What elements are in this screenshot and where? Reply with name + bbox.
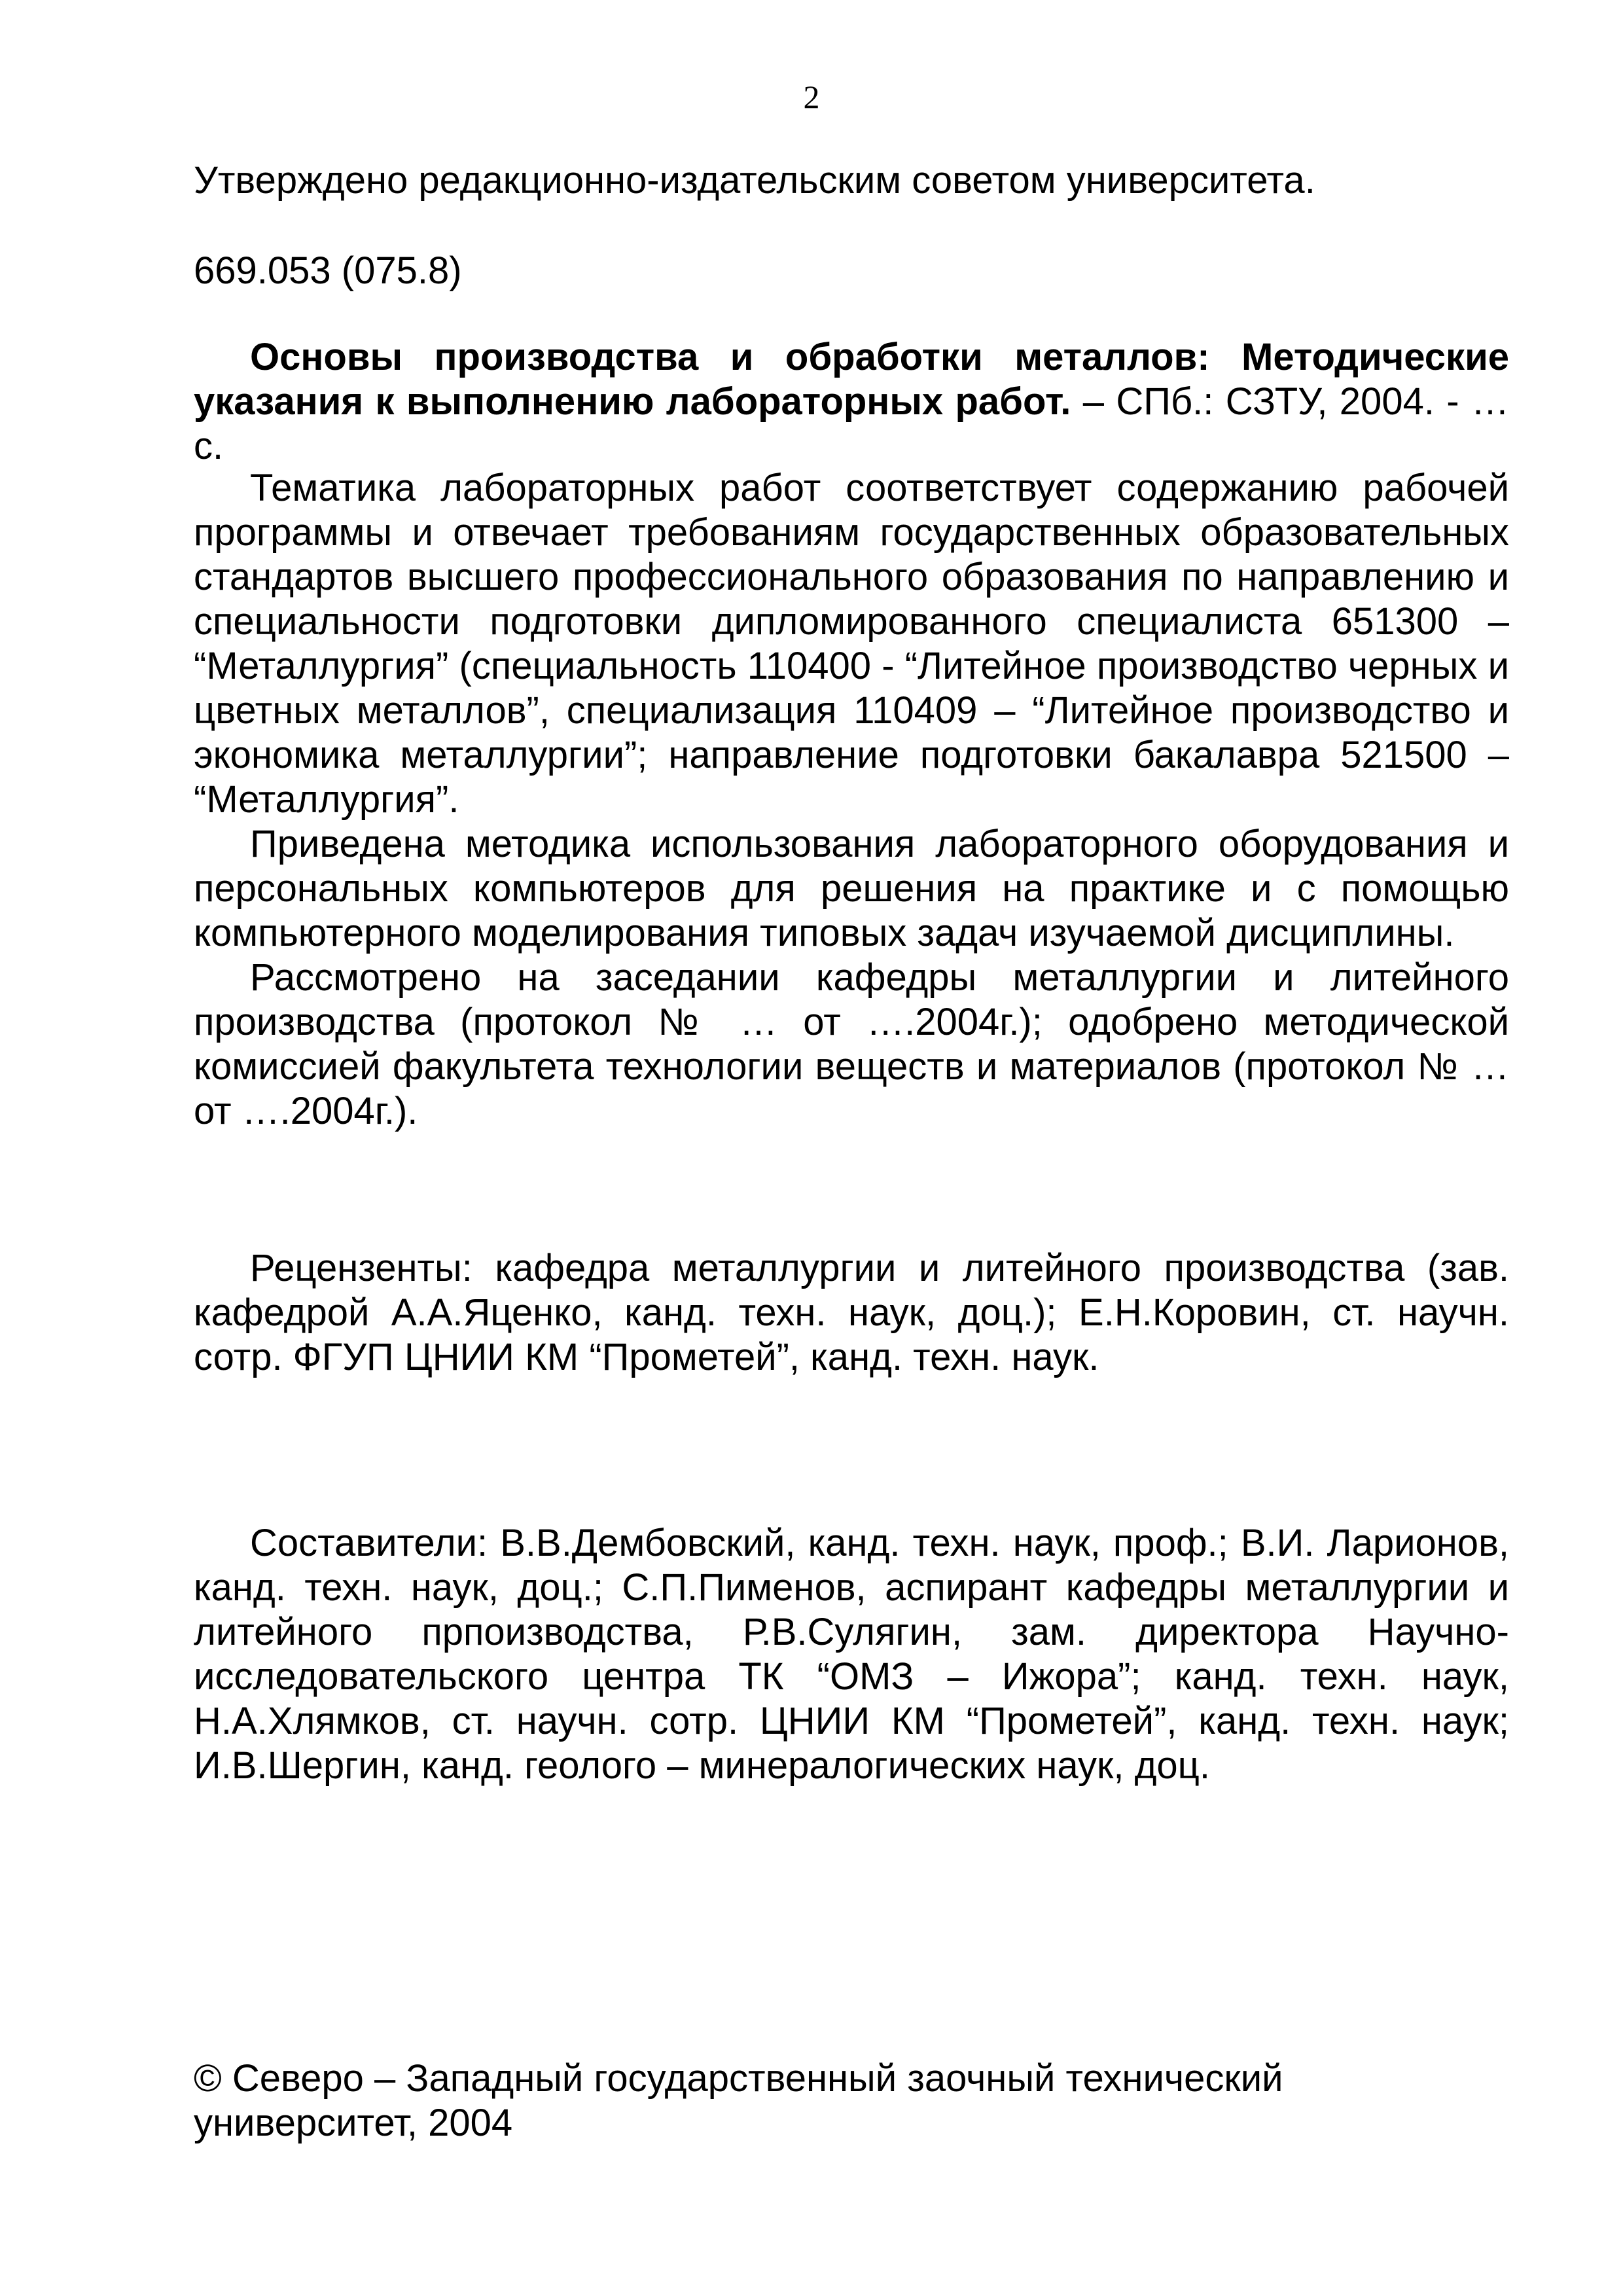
abstract bbox=[194, 466, 1509, 1134]
approval-statement: Утверждено редакционно-издательским советом университета. bbox=[194, 159, 1315, 202]
abstract-paragraph-1: Тематика лабораторных работ соответствует содержанию рабочей программы и отвечает требованиям государственных образовательных стандартов высшего профессионального образования по направлению и специальности подготовки дипломированного специалиста 651300 – “Металлургия” (специальность 110400 - “Литейное производство черных и цветных металлов”, специализация 110409 – “Литейное производство и экономика металлургии”; направление подготовки бакалавра 521500 – “Металлургия”. bbox=[194, 467, 1509, 821]
abstract-paragraph-3: Рассмотрено на заседании кафедры металлургии и литейного производства (протокол № … от ….2004г.); одобрено методической комиссией факультета технологии веществ и материалов (протокол № … от ….2004г.). bbox=[194, 956, 1509, 1132]
publication-info: – СПб.: СЗТУ, 2004. - …с. bbox=[194, 380, 1509, 467]
page-number: 2 bbox=[803, 79, 820, 115]
abstract-paragraph-2: Приведена методика использования лабораторного оборудования и персональных компьютеров для решения на практике и с помощью компьютерного моделирования типовых задач изучаемой дисциплины. bbox=[194, 823, 1509, 954]
document-title: Основы производства и обработки металлов: Методические указания к выполнению лабораторных работ. bbox=[194, 336, 1509, 423]
authors: Составители: В.В.Дембовский, канд. техн. наук, проф.; В.И. Ларионов, канд. техн. наук, доц.; С.П.Пименов, аспирант кафедры металлургии и литейного прпоизводства, Р.В.Сулягин, зам. директора Научно-исследовательского центра ТК “ОМЗ – Ижора”; канд. техн. наук, Н.А.Хлямков, ст. научн. сотр. ЦНИИ КМ “Прометей”, канд. техн. наук; И.В.Шергин, канд. геолого – минералогических наук, доц. bbox=[194, 1522, 1509, 1787]
udc-code: 669.053 (075.8) bbox=[194, 249, 462, 292]
bibliographic-entry bbox=[194, 335, 1509, 469]
reviewers: Рецензенты: кафедра металлургии и литейного производства (зав. кафедрой А.А.Яценко, канд. техн. наук, доц.); Е.Н.Коровин, ст. научн. сотр. ФГУП ЦНИИ КМ “Прометей”, канд. техн. наук. bbox=[194, 1247, 1509, 1378]
copyright: © Северо – Западный государственный заочный технический университет, 2004 bbox=[194, 2057, 1283, 2144]
